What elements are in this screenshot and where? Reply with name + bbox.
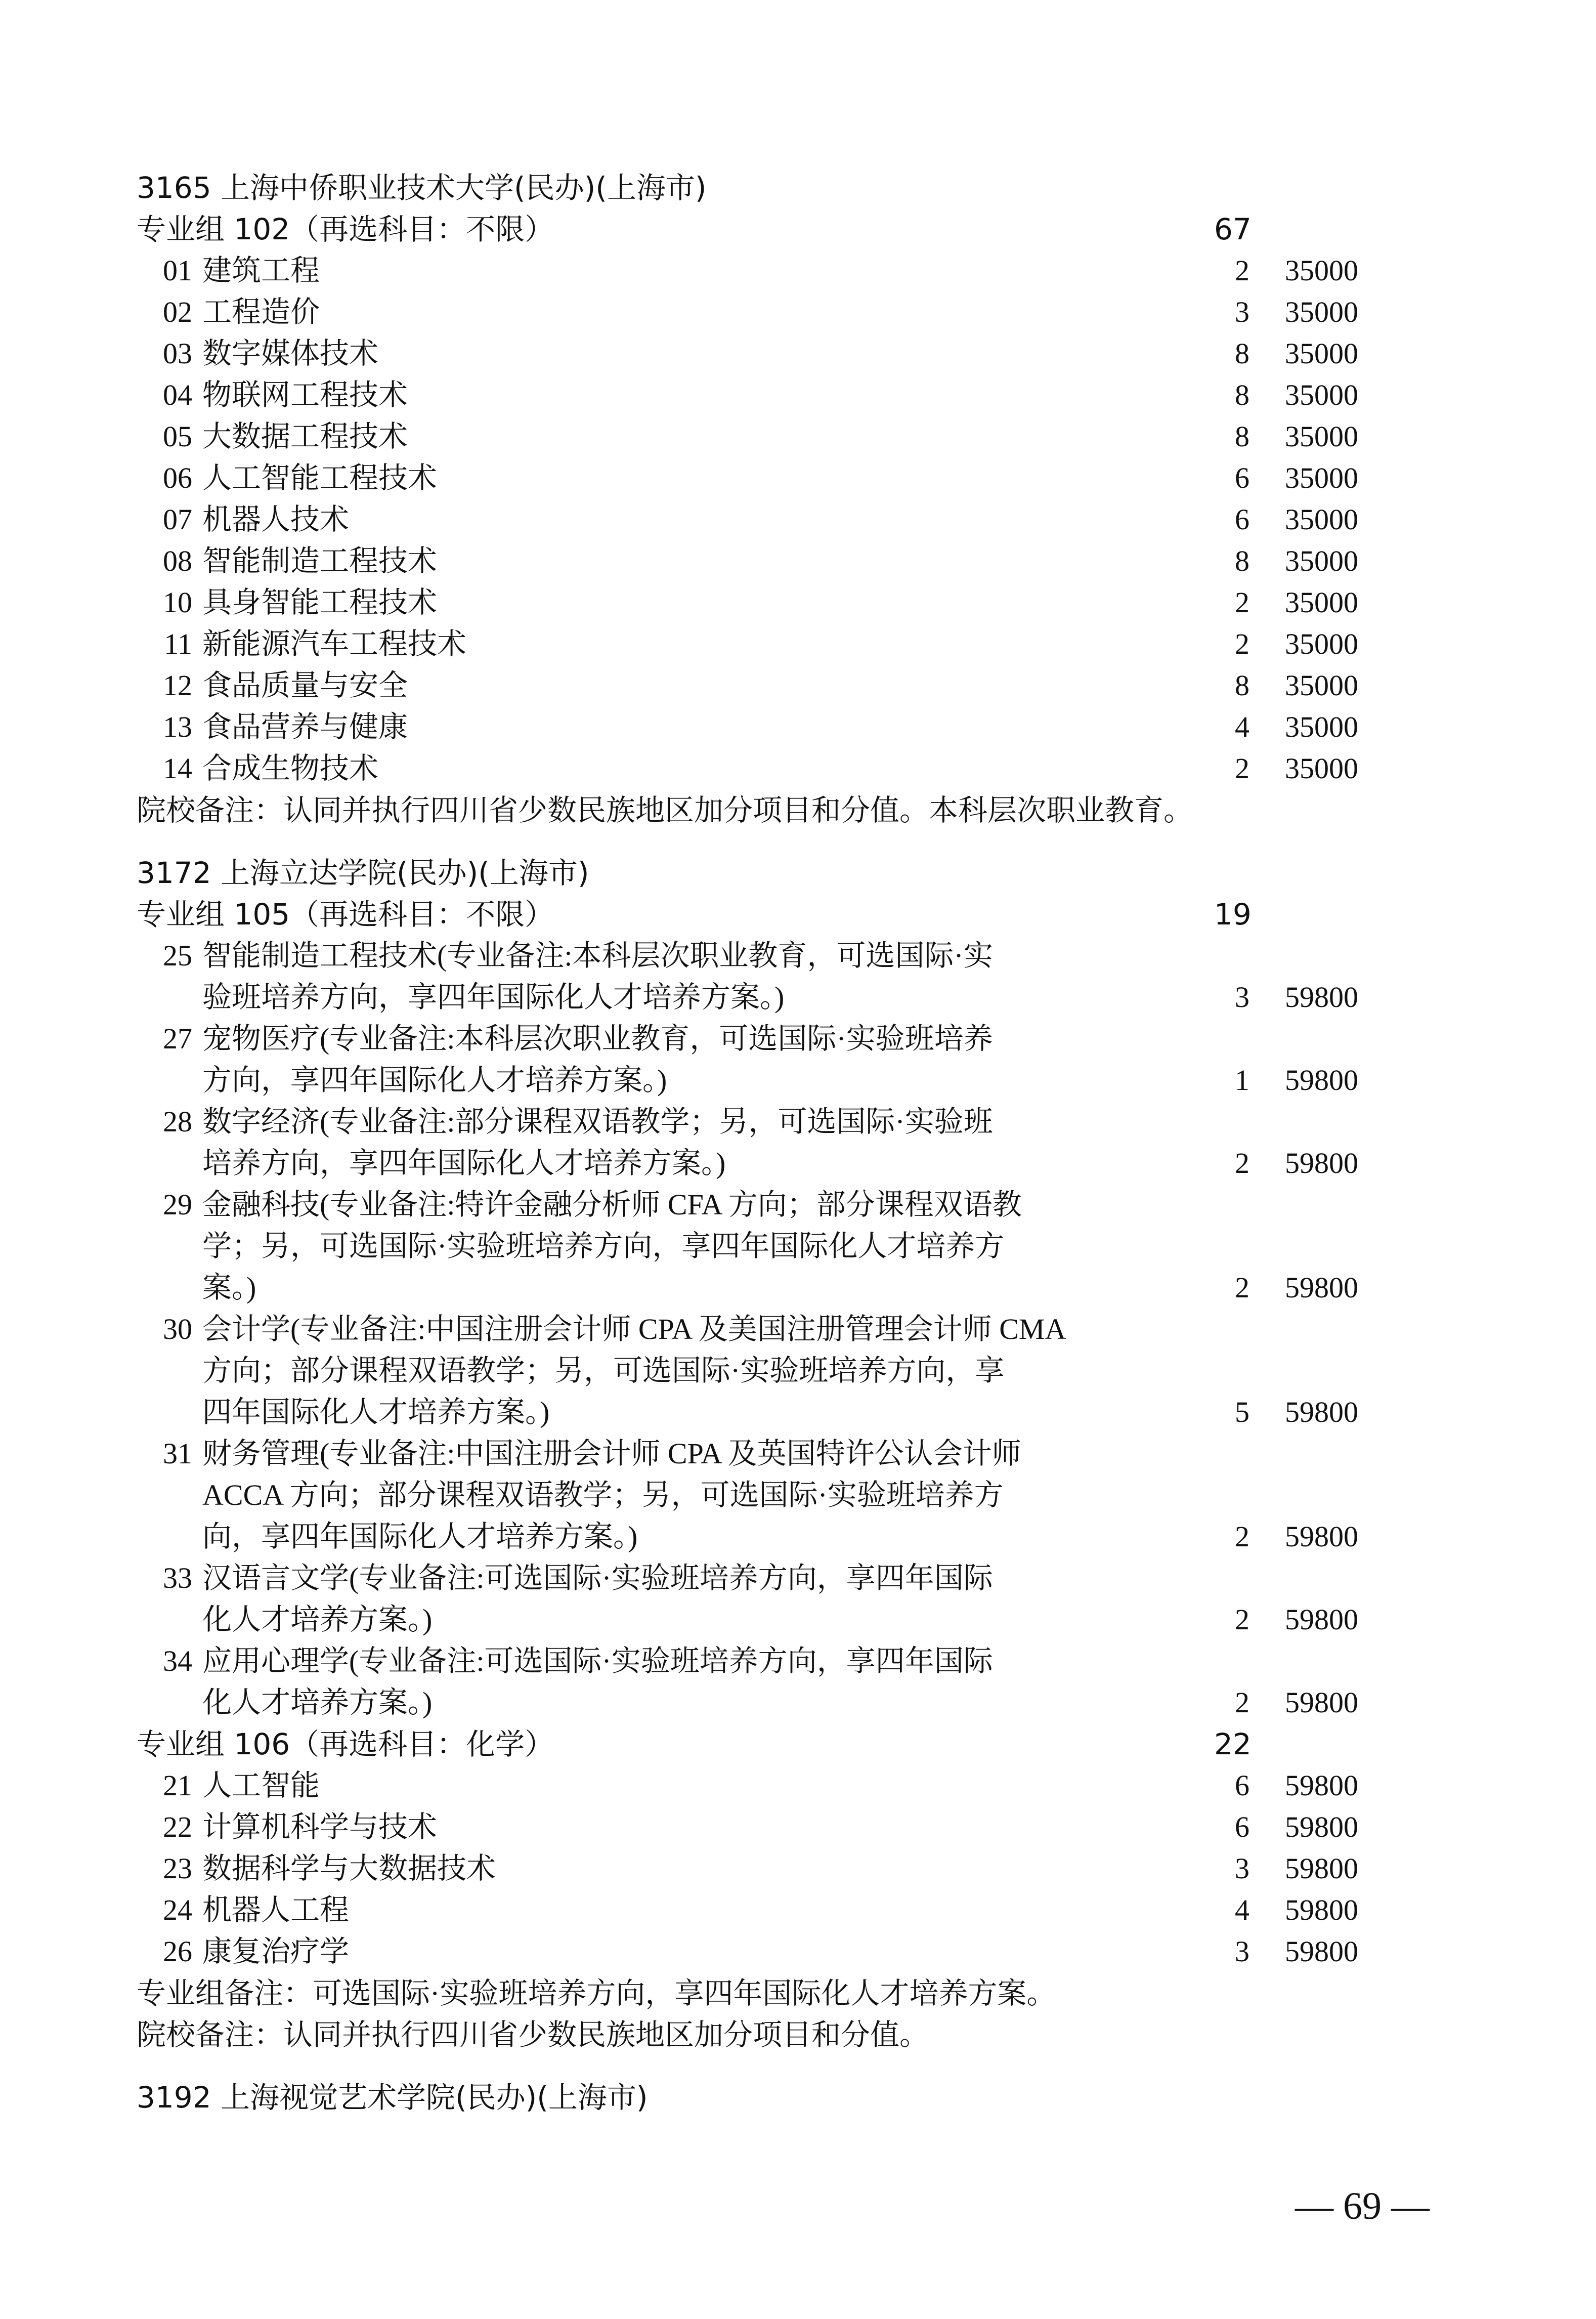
major-fee: 35000	[1285, 710, 1358, 743]
note-label: 专业组备注：	[137, 1976, 313, 2010]
major-count: 6	[1235, 461, 1249, 494]
major-name-line: 四年国际化人才培养方案。)	[202, 1396, 550, 1428]
major-fee: 35000	[1285, 254, 1358, 287]
major-fee: 59800	[1285, 1271, 1358, 1304]
major-count: 8	[1235, 420, 1249, 453]
major-group-row	[0, 208, 1596, 250]
major-count: 2	[1235, 1520, 1249, 1553]
major-row	[0, 1640, 1596, 1682]
major-row	[0, 1143, 1596, 1184]
major-fee: 35000	[1285, 627, 1358, 660]
major-count: 2	[1235, 752, 1249, 785]
major-count: 3	[1235, 296, 1249, 328]
major-count: 2	[1235, 1686, 1249, 1719]
major-code: 25	[163, 939, 192, 972]
school-note-row	[0, 2014, 1596, 2055]
major-name-line: 建筑工程	[202, 254, 320, 287]
major-fee: 59800	[1285, 981, 1358, 1014]
note-text: 可选国际·实验班培养方向，享四年国际化人才培养方案。	[313, 1977, 1056, 2010]
school-header-row	[0, 2077, 1596, 2118]
major-group-count: 19	[1214, 897, 1252, 932]
major-name-line: 应用心理学(专业备注:可选国际·实验班培养方向，享四年国际	[202, 1645, 993, 1677]
note-text: 认同并执行四川省少数民族地区加分项目和分值。	[283, 2018, 929, 2051]
page-number: — 69 —	[1295, 2185, 1430, 2227]
major-name-line: 工程造价	[202, 296, 320, 328]
major-row	[0, 935, 1596, 977]
major-code: 30	[163, 1313, 192, 1345]
school-note-row	[0, 789, 1596, 831]
major-name-line: 验班培养方向，享四年国际化人才培养方案。)	[202, 981, 785, 1014]
note-text: 认同并执行四川省少数民族地区加分项目和分值。本科层次职业教育。	[283, 794, 1193, 827]
major-name-line: 会计学(专业备注:中国注册会计师 CPA 及美国注册管理会计师 CMA	[202, 1313, 1066, 1345]
major-row	[0, 1433, 1596, 1474]
major-code: 01	[163, 254, 192, 287]
major-row	[0, 250, 1596, 291]
major-name-line: 智能制造工程技术	[202, 544, 438, 577]
major-row	[0, 457, 1596, 499]
major-fee: 35000	[1285, 669, 1358, 702]
major-name-line: 食品质量与安全	[202, 669, 408, 702]
major-code: 13	[163, 710, 192, 743]
major-row	[0, 1557, 1596, 1599]
major-name-line: 培养方向，享四年国际化人才培养方案。)	[202, 1147, 726, 1179]
major-row	[0, 1184, 1596, 1226]
major-count: 3	[1235, 981, 1249, 1014]
major-name-line: 人工智能	[202, 1769, 320, 1802]
major-row	[0, 1516, 1596, 1557]
major-name-line: 大数据工程技术	[202, 420, 408, 453]
major-group-label: 专业组 102（再选科目：不限）	[137, 212, 554, 246]
major-row	[0, 540, 1596, 582]
major-fee: 35000	[1285, 503, 1358, 536]
major-group-label: 专业组 105（再选科目：不限）	[137, 897, 554, 932]
major-name-line: 机器人技术	[202, 503, 350, 536]
major-code: 06	[163, 461, 192, 494]
major-fee: 35000	[1285, 296, 1358, 328]
major-name-line: 宠物医疗(专业备注:本科层次职业教育，可选国际·实验班培养	[202, 1022, 993, 1055]
major-code: 08	[163, 544, 192, 577]
major-name-line: 机器人工程	[202, 1893, 350, 1926]
school-header: 3172 上海立达学院(民办)(上海市)	[137, 856, 589, 890]
major-row	[0, 706, 1596, 748]
major-row	[0, 582, 1596, 623]
group-note-row	[0, 1972, 1596, 2014]
major-row	[0, 748, 1596, 789]
major-fee: 35000	[1285, 461, 1358, 494]
major-name-line: 人工智能工程技术	[202, 461, 438, 494]
major-row	[0, 623, 1596, 665]
major-name-line: 新能源汽车工程技术	[202, 627, 467, 660]
major-fee: 59800	[1285, 1064, 1358, 1097]
major-row	[0, 1060, 1596, 1101]
major-row	[0, 1350, 1596, 1392]
major-count: 6	[1235, 1769, 1249, 1802]
major-code: 27	[163, 1022, 192, 1055]
major-fee: 35000	[1285, 420, 1358, 453]
major-code: 22	[163, 1810, 192, 1843]
major-count: 8	[1235, 378, 1249, 411]
major-row	[0, 1931, 1596, 1972]
major-row	[0, 665, 1596, 706]
major-code: 24	[163, 1893, 192, 1926]
major-fee: 35000	[1285, 544, 1358, 577]
major-group-row	[0, 1723, 1596, 1765]
major-count: 8	[1235, 669, 1249, 702]
major-row	[0, 1226, 1596, 1267]
major-name-line: 方向，享四年国际化人才培养方案。)	[202, 1064, 667, 1097]
major-row	[0, 1267, 1596, 1309]
major-fee: 59800	[1285, 1147, 1358, 1179]
major-name-line: 数字经济(专业备注:部分课程双语教学；另，可选国际·实验班	[202, 1105, 993, 1138]
major-fee: 59800	[1285, 1520, 1358, 1553]
major-row	[0, 416, 1596, 457]
major-row	[0, 374, 1596, 416]
school-header-row	[0, 852, 1596, 894]
major-fee: 59800	[1285, 1603, 1358, 1636]
major-name-line: 具身智能工程技术	[202, 586, 438, 619]
major-count: 3	[1235, 1935, 1249, 1968]
major-code: 28	[163, 1105, 192, 1138]
major-name-line: 汉语言文学(专业备注:可选国际·实验班培养方向，享四年国际	[202, 1562, 993, 1594]
major-row	[0, 1599, 1596, 1640]
major-row	[0, 333, 1596, 374]
major-count: 6	[1235, 1810, 1249, 1843]
major-fee: 59800	[1285, 1396, 1358, 1428]
major-code: 31	[163, 1437, 192, 1470]
school-note	[137, 789, 1193, 831]
major-code: 21	[163, 1769, 192, 1802]
major-count: 2	[1235, 254, 1249, 287]
major-fee: 59800	[1285, 1852, 1358, 1885]
major-row	[0, 291, 1596, 333]
major-row	[0, 977, 1596, 1018]
major-fee: 59800	[1285, 1810, 1358, 1843]
school-note	[137, 2014, 929, 2056]
major-row	[0, 1765, 1596, 1806]
major-count: 2	[1235, 586, 1249, 619]
major-fee: 59800	[1285, 1893, 1358, 1926]
major-name-line: 化人才培养方案。)	[202, 1686, 433, 1719]
major-name-line: 案。)	[202, 1271, 256, 1304]
major-name-line: 智能制造工程技术(专业备注:本科层次职业教育，可选国际·实	[202, 939, 993, 972]
major-count: 2	[1235, 627, 1249, 660]
major-code: 23	[163, 1852, 192, 1885]
major-code: 05	[163, 420, 192, 453]
major-group-count: 22	[1214, 1727, 1252, 1761]
major-name-line: 财务管理(专业备注:中国注册会计师 CPA 及英国特许公认会计师	[202, 1437, 1021, 1470]
major-fee: 59800	[1285, 1769, 1358, 1802]
major-count: 3	[1235, 1852, 1249, 1885]
group-note	[137, 1972, 1056, 2014]
major-count: 5	[1235, 1396, 1249, 1428]
major-group-count: 67	[1214, 212, 1252, 246]
major-row	[0, 1474, 1596, 1516]
major-code: 14	[163, 752, 192, 785]
major-name-line: 数据科学与大数据技术	[202, 1852, 496, 1885]
major-row	[0, 1889, 1596, 1931]
major-code: 02	[163, 296, 192, 328]
major-row	[0, 1392, 1596, 1433]
major-name-line: 食品营养与健康	[202, 710, 408, 743]
major-row	[0, 1018, 1596, 1060]
major-fee: 35000	[1285, 337, 1358, 370]
major-name-line: 计算机科学与技术	[202, 1810, 438, 1843]
major-code: 11	[164, 627, 192, 660]
major-row	[0, 1101, 1596, 1143]
major-count: 4	[1235, 1893, 1249, 1926]
major-row	[0, 1806, 1596, 1848]
major-code: 34	[163, 1645, 192, 1677]
major-count: 8	[1235, 544, 1249, 577]
major-code: 33	[163, 1562, 192, 1594]
major-code: 07	[163, 503, 192, 536]
major-row	[0, 1682, 1596, 1723]
major-code: 03	[163, 337, 192, 370]
major-name-line: 康复治疗学	[202, 1935, 350, 1968]
major-group-label: 专业组 106（再选科目：化学）	[137, 1727, 554, 1761]
major-row	[0, 1848, 1596, 1889]
major-name-line: 物联网工程技术	[202, 378, 408, 411]
major-code: 26	[163, 1935, 192, 1968]
major-group-row	[0, 894, 1596, 935]
major-count: 4	[1235, 710, 1249, 743]
major-name-line: 学；另，可选国际·实验班培养方向，享四年国际化人才培养方	[202, 1230, 1005, 1262]
major-name-line: 向，享四年国际化人才培养方案。)	[202, 1520, 638, 1553]
major-name-line: 数字媒体技术	[202, 337, 379, 370]
major-count: 2	[1235, 1271, 1249, 1304]
school-header: 3165 上海中侨职业技术大学(民办)(上海市)	[137, 171, 707, 205]
major-name-line: 金融科技(专业备注:特许金融分析师 CFA 方向；部分课程双语教	[202, 1188, 1022, 1221]
major-fee: 35000	[1285, 586, 1358, 619]
major-code: 29	[163, 1188, 192, 1221]
major-name-line: 合成生物技术	[202, 752, 379, 785]
major-fee: 59800	[1285, 1935, 1358, 1968]
major-name-line: ACCA 方向；部分课程双语教学；另，可选国际·实验班培养方	[202, 1479, 1004, 1511]
school-header-row	[0, 167, 1596, 208]
major-code: 10	[163, 586, 192, 619]
major-fee: 35000	[1285, 378, 1358, 411]
major-code: 04	[163, 378, 192, 411]
major-count: 1	[1235, 1064, 1249, 1097]
note-label: 院校备注：	[137, 2017, 284, 2052]
major-count: 8	[1235, 337, 1249, 370]
major-row	[0, 499, 1596, 540]
school-header: 3192 上海视觉艺术学院(民办)(上海市)	[137, 2080, 648, 2115]
major-count: 6	[1235, 503, 1249, 536]
major-fee: 59800	[1285, 1686, 1358, 1719]
major-count: 2	[1235, 1147, 1249, 1179]
major-name-line: 化人才培养方案。)	[202, 1603, 433, 1636]
major-row	[0, 1309, 1596, 1350]
major-name-line: 方向；部分课程双语教学；另，可选国际·实验班培养方向，享	[202, 1354, 1005, 1387]
major-fee: 35000	[1285, 752, 1358, 785]
note-label: 院校备注：	[137, 793, 284, 827]
major-code: 12	[163, 669, 192, 702]
major-count: 2	[1235, 1603, 1249, 1636]
